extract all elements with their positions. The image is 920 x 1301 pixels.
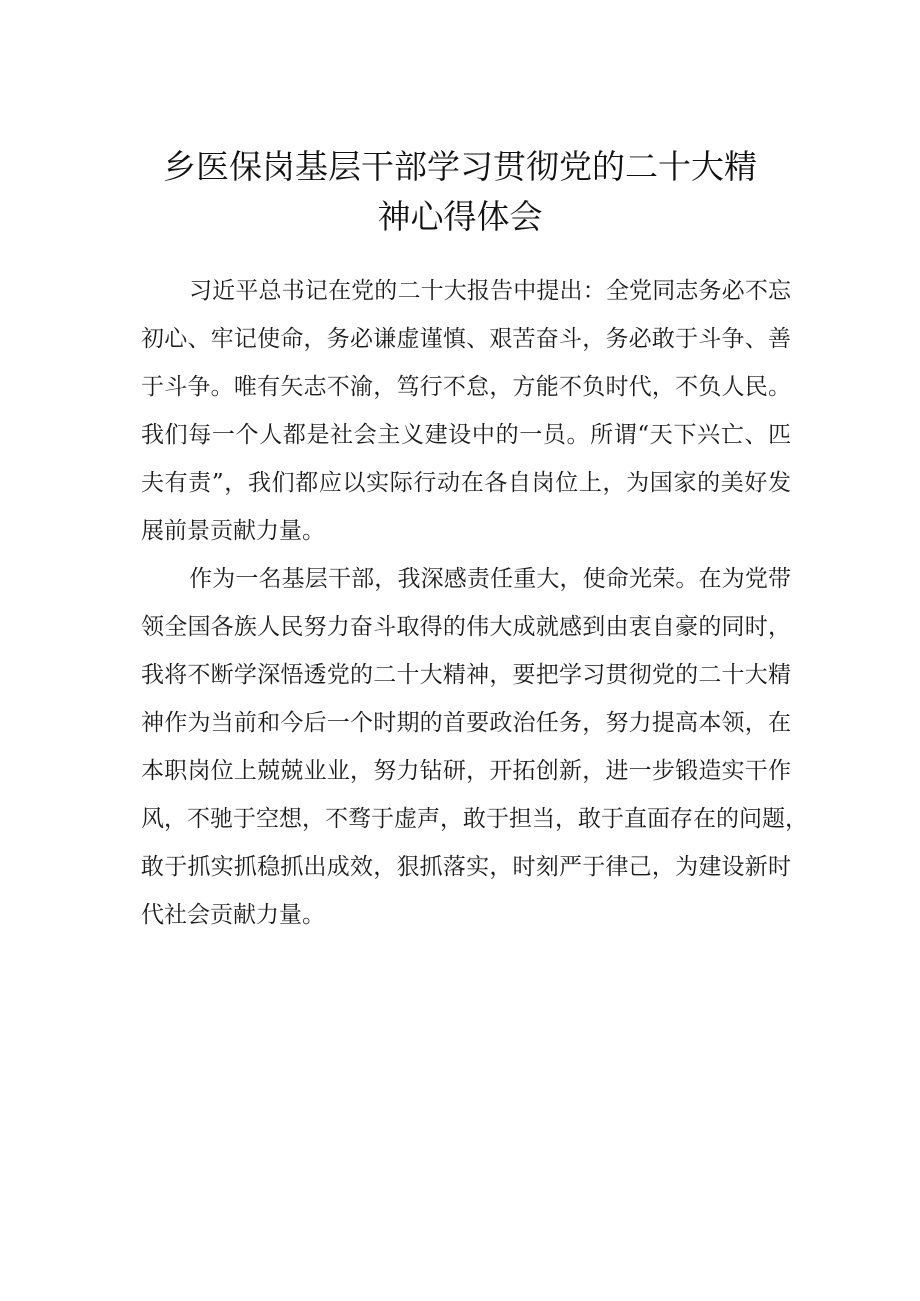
paragraph-1-line-5: 夫有责”，我们都应以实际行动在各自岗位上，为国家的美好发 (141, 470, 791, 496)
paragraph-1-line-2: 初心、牢记使命，务必谦虚谨慎、艰苦奋斗，务必敢于斗争、善 (141, 326, 791, 352)
paragraph-2-line-6: 风，不驰于空想，不骛于虚声，敢于担当，敢于直面存在的问题， (141, 806, 808, 832)
document-title-line-1: 乡医保岗基层干部学习贯彻党的二十大精 (163, 147, 757, 186)
paragraph-2-line-2: 领全国各族人民努力奋斗取得的伟大成就感到由衷自豪的同时， (141, 614, 791, 640)
paragraph-2-line-8: 代社会贡献力量。 (141, 902, 325, 928)
paragraph-1-line-4: 我们每一个人都是社会主义建设中的一员。所谓“天下兴亡、匹 (141, 422, 791, 448)
paragraph-2-line-7: 敢于抓实抓稳抓出成效，狠抓落实，时刻严于律己，为建设新时 (141, 854, 791, 880)
paragraph-2-line-5: 本职岗位上兢兢业业，努力钻研，开拓创新，进一步锻造实干作 (141, 758, 791, 784)
paragraph-2-line-1: 作为一名基层干部，我深感责任重大，使命光荣。在为党带 (189, 566, 791, 592)
document-title-line-2: 神心得体会 (377, 197, 543, 236)
paragraph-2-line-4: 神作为当前和今后一个时期的首要政治任务，努力提高本领，在 (141, 710, 791, 736)
paragraph-1-line-6: 展前景贡献力量。 (141, 518, 325, 544)
paragraph-1-line-1: 习近平总书记在党的二十大报告中提出：全党同志务必不忘 (189, 278, 791, 304)
paragraph-2-line-3: 我将不断学深悟透党的二十大精神，要把学习贯彻党的二十大精 (141, 662, 791, 688)
paragraph-1-line-3: 于斗争。唯有矢志不渝，笃行不怠，方能不负时代，不负人民。 (141, 374, 791, 400)
